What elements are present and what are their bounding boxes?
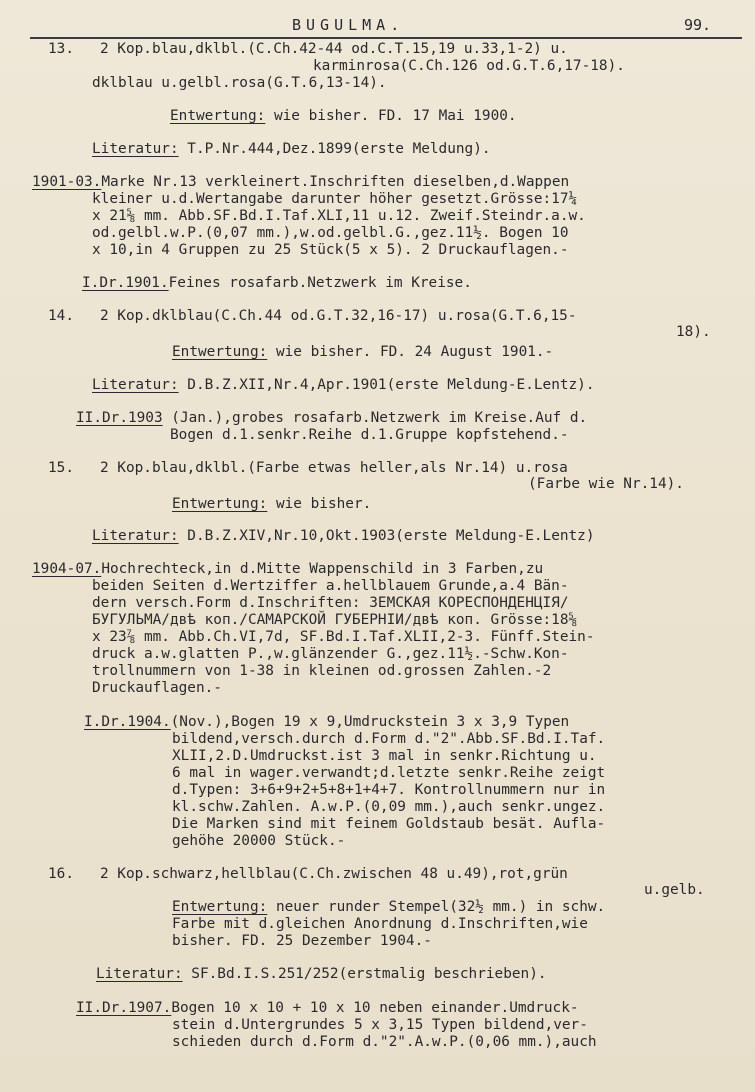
line-text: schieden durch d.Form d."2".A.w.P.(0,06 mm.),auch xyxy=(172,1034,597,1050)
text-line xyxy=(92,207,586,225)
underlined-heading: Entwertung: xyxy=(172,344,268,360)
text-line xyxy=(48,307,577,325)
page-title: BUGULMA. xyxy=(292,16,405,34)
text-line xyxy=(32,560,543,578)
text-line xyxy=(172,764,605,782)
underlined-heading: Entwertung: xyxy=(170,108,266,124)
text-line xyxy=(92,628,595,646)
text-line xyxy=(92,577,569,595)
text-line xyxy=(92,645,569,663)
text-line xyxy=(76,999,579,1017)
line-text: wie bisher. FD. 17 Mai 1900. xyxy=(265,108,517,124)
line-text: XLII,2.D.Umdruckst.ist 3 mal in senkr.Richtung u. xyxy=(172,748,597,764)
text-line xyxy=(170,107,517,125)
line-text: x 10,in 4 Gruppen zu 25 Stück(5 x 5). 2 Druckauflagen.- xyxy=(92,242,569,258)
underlined-heading: 1901-03. xyxy=(32,174,102,190)
line-text: d.Typen: 3+6+9+2+5+8+1+4+7. Kontrollnummern nur in xyxy=(172,782,606,798)
line-text: dern versch.Form d.Inschriften: ЗЕМСКАЯ КОРЕСПОНДЕНЦІЯ/ xyxy=(92,595,569,611)
line-text: Bogen 10 x 10 + 10 x 10 neben einander.Umdruck- xyxy=(171,1000,579,1016)
line-text: gehöhe 20000 Stück.- xyxy=(172,833,346,849)
text-line xyxy=(172,747,597,765)
text-line xyxy=(313,57,625,75)
underlined-heading: Literatur: xyxy=(92,141,179,157)
text-line xyxy=(172,1033,597,1051)
text-line xyxy=(76,409,587,427)
text-line xyxy=(172,898,605,916)
text-line xyxy=(172,781,605,799)
text-line xyxy=(172,1016,588,1034)
text-line xyxy=(82,274,472,292)
line-text: SF.Bd.I.S.251/252(erstmalig beschrieben). xyxy=(182,966,547,982)
line-text: neuer runder Stempel(32½ mm.) in schw. xyxy=(267,899,606,915)
text-line xyxy=(92,140,491,158)
line-text: T.P.Nr.444,Dez.1899(erste Meldung). xyxy=(178,141,491,157)
underlined-heading: Literatur: xyxy=(92,528,179,544)
line-text: 13. 2 Kop.blau,dklbl.(C.Ch.42-44 od.C.T.15,19 u.33,1-2) u. xyxy=(48,41,568,57)
line-text: beiden Seiten d.Wertziffer a.hellblauem Grunde,a.4 Bän- xyxy=(92,578,569,594)
underlined-heading: 1904-07. xyxy=(32,561,102,577)
header-rule xyxy=(30,37,742,39)
line-text: 14. 2 Kop.dklblau(C.Ch.44 od.G.T.32,16-17) u.rosa(G.T.6,15- xyxy=(48,308,577,324)
page-number: 99. xyxy=(684,16,712,34)
text-line xyxy=(92,594,569,612)
text-line xyxy=(172,495,371,513)
text-line xyxy=(92,224,569,242)
line-text: БУГУЛЬМА/двѣ коп./САМАРСКОЙ ГУБЕРНІИ/двѣ коп. Grösse:18⅝ xyxy=(92,612,578,628)
line-text: karminrosa(C.Ch.126 od.G.T.6,17-18). xyxy=(313,58,625,74)
text-line xyxy=(172,798,605,816)
text-line xyxy=(170,426,569,444)
text-line xyxy=(92,611,577,629)
line-text: x 21⅝ mm. Abb.SF.Bd.I.Taf.XLI,11 u.12. Zweif.Steindr.a.w. xyxy=(92,208,586,224)
text-line xyxy=(172,832,345,850)
line-text: u.gelb. xyxy=(644,882,705,898)
underlined-heading: I.Dr.1904. xyxy=(84,714,171,730)
text-line xyxy=(32,173,569,191)
page-header xyxy=(0,14,755,38)
underlined-heading: Literatur: xyxy=(92,377,179,393)
line-text: bildend,versch.durch d.Form d."2".Abb.SF.Bd.I.Taf. xyxy=(172,731,606,747)
line-text: (Farbe wie Nr.14). xyxy=(528,476,684,492)
line-text: 18). xyxy=(676,324,711,340)
line-text: wie bisher. xyxy=(267,496,372,512)
text-line xyxy=(48,40,568,58)
line-text: Farbe mit d.gleichen Anordnung d.Inschriften,wie xyxy=(172,916,588,932)
line-text: od.gelbl.w.P.(0,07 mm.),w.od.gelbl.G.,gez.11½. Bogen 10 xyxy=(92,225,569,241)
line-text: 16. 2 Kop.schwarz,hellblau(C.Ch.zwischen 48 u.49),rot,grün xyxy=(48,866,568,882)
text-line xyxy=(172,932,432,950)
text-line xyxy=(172,915,588,933)
line-text: D.B.Z.XII,Nr.4,Apr.1901(erste Meldung-E.Lentz). xyxy=(178,377,595,393)
text-line xyxy=(92,527,595,545)
underlined-heading: II.Dr.1907. xyxy=(76,1000,172,1016)
text-line xyxy=(172,730,605,748)
line-text: 6 mal in wager.verwandt;d.letzte senkr.Reihe zeigt xyxy=(172,765,606,781)
line-text: D.B.Z.XIV,Nr.10,Okt.1903(erste Meldung-E.Lentz) xyxy=(178,528,595,544)
line-text: Hochrechteck,in d.Mitte Wappenschild in 3 Farben,zu xyxy=(101,561,544,577)
line-text: druck a.w.glatten P.,w.glänzender G.,gez.11½.-Schw.Kon- xyxy=(92,646,569,662)
line-text: Marke Nr.13 verkleinert.Inschriften dieselben,d.Wappen xyxy=(101,174,570,190)
line-text: trollnummern von 1-38 in kleinen od.grossen Zahlen.-2 xyxy=(92,663,552,679)
line-text: (Jan.),grobes rosafarb.Netzwerk im Kreise.Auf d. xyxy=(162,410,588,426)
line-text: Bogen d.1.senkr.Reihe d.1.Gruppe kopfstehend.- xyxy=(170,427,569,443)
line-text: dklblau u.gelbl.rosa(G.T.6,13-14). xyxy=(92,75,387,91)
line-text: kleiner u.d.Wertangabe darunter höher gesetzt.Grösse:17¼ xyxy=(92,191,578,207)
line-text: x 23⅞ mm. Abb.Ch.VI,7d, SF.Bd.I.Taf.XLII,2-3. Fünff.Stein- xyxy=(92,629,595,645)
line-text: kl.schw.Zahlen. A.w.P.(0,09 mm.),auch senkr.ungez. xyxy=(172,799,606,815)
line-text: 15. 2 Kop.blau,dklbl.(Farbe etwas heller,als Nr.14) u.rosa xyxy=(48,460,568,476)
underlined-heading: Literatur: xyxy=(96,966,183,982)
line-text: wie bisher. FD. 24 August 1901.- xyxy=(267,344,554,360)
text-line xyxy=(92,241,569,259)
text-line xyxy=(528,475,684,493)
underlined-heading: Entwertung: xyxy=(172,899,268,915)
text-line xyxy=(96,965,547,983)
line-text: (Nov.),Bogen 19 x 9,Umdruckstein 3 x 3,9 Typen xyxy=(170,714,570,730)
line-text: Druckauflagen.- xyxy=(92,680,222,696)
text-line xyxy=(676,323,711,341)
line-text: bisher. FD. 25 Dezember 1904.- xyxy=(172,933,432,949)
text-line xyxy=(644,881,705,899)
underlined-heading: II.Dr.1903 xyxy=(76,410,163,426)
text-line xyxy=(92,190,577,208)
line-text: stein d.Untergrundes 5 x 3,15 Typen bildend,ver- xyxy=(172,1017,588,1033)
underlined-heading: Entwertung: xyxy=(172,496,268,512)
line-text: Feines rosafarb.Netzwerk im Kreise. xyxy=(168,275,472,291)
text-line xyxy=(84,713,569,731)
line-text: Die Marken sind mit feinem Goldstaub besät. Aufla- xyxy=(172,816,606,832)
text-line xyxy=(92,662,551,680)
text-line xyxy=(92,74,387,92)
text-line xyxy=(48,865,568,883)
underlined-heading: I.Dr.1901. xyxy=(82,275,169,291)
text-line xyxy=(172,343,553,361)
text-line xyxy=(92,376,595,394)
text-line xyxy=(92,679,222,697)
text-line xyxy=(172,815,605,833)
text-line xyxy=(48,459,568,477)
